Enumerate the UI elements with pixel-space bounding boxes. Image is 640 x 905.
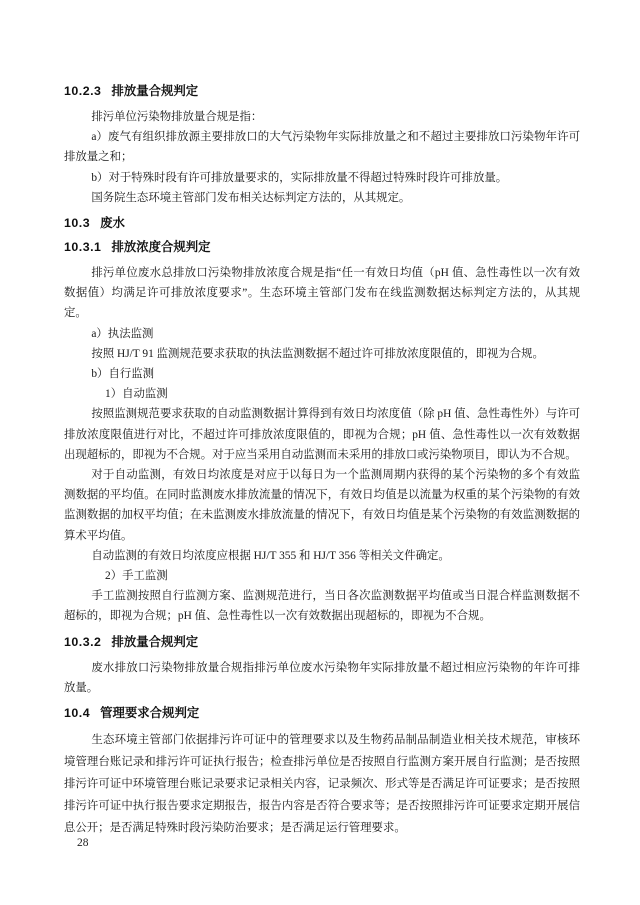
paragraph: 废水排放口污染物排放量合规指排污单位废水污染物年实际排放量不超过相应污染物的年许可排放量。 <box>64 661 580 694</box>
section-heading-10-3 <box>64 215 580 232</box>
paragraph: 按照监测规范要求获取的自动监测数据计算得到有效日均浓度值（除 pH 值、急性毒性外）与许可排放浓度限值进行对比，不超过许可排放浓度限值的，即视为合规；pH 值、急性毒性以一次有效数据出现超标的，即视为不合规。对于应当采用自动监测而未采用的排放口或污染物项目，即认为不合规。 <box>64 408 580 461</box>
paragraph: 按照 HJ/T 91 监测规范要求获取的执法监测数据不超过许可排放浓度限值的，即视为合规。 <box>91 347 544 360</box>
section-heading-10-2-3 <box>64 83 580 100</box>
page-number: 28 <box>77 837 89 849</box>
paragraph: 自动监测的有效日均浓度应根据 HJ/T 355 和 HJ/T 356 等相关文件确定。 <box>91 549 450 562</box>
section-title: 排放量合规判定 <box>111 84 199 98</box>
section-number: 10.3.1 <box>64 240 102 255</box>
section-title: 管理要求合规判定 <box>100 706 200 721</box>
paragraph: b）自行监测 <box>91 368 155 381</box>
paragraph: 手工监测按照自行监测方案、监测规范进行，当日各次监测数据平均值或当日混合样监测数据不超标的，即视为合规；pH 值、急性毒性以一次有效数据出现超标的，即视为不合规。 <box>64 590 580 623</box>
section-title: 排放量合规判定 <box>111 634 199 649</box>
paragraph: 排污单位废水总排放口污染物排放浓度合规是指“任一有效日均值（pH 值、急性毒性以一次有效数据值）均满足许可排放浓度要求”。生态环境主管部门发布在线监测数据达标判定方法的，从其规定。 <box>64 267 580 320</box>
paragraph: 国务院生态环境主管部门发布相关达标判定方法的，从其规定。 <box>91 191 411 204</box>
section-number: 10.2.3 <box>64 84 102 98</box>
section-number: 10.3 <box>64 216 91 231</box>
paragraph: b）对于特殊时段有许可排放量要求的，实际排放量不得超过特殊时段许可排放量。 <box>91 171 508 184</box>
paragraph: 对于自动监测，有效日均浓度是对应于以每日为一个监测周期内获得的某个污染物的多个有效监测数据的平均值。在同时监测废水排放流量的情况下，有效日均值是以流量为权重的某个污染物的有效监测数据的加权平均值；在未监测废水排放流量的情况下，有效日均值是某个污染物的有效监测数据的算术平均值。 <box>64 469 580 542</box>
section-heading-10-4 <box>64 705 580 722</box>
section-heading-10-3-2 <box>64 634 580 651</box>
page-content <box>64 83 580 839</box>
paragraph: 排污单位污染物排放量合规是指： <box>91 111 263 123</box>
section-number: 10.4 <box>64 706 91 721</box>
section-number: 10.3.2 <box>64 634 102 649</box>
paragraph: a）执法监测 <box>91 327 154 340</box>
section-title: 废水 <box>100 216 125 231</box>
section-title: 排放浓度合规判定 <box>111 240 211 255</box>
paragraph: a）废气有组织排放源主要排放口的大气污染物年实际排放量之和不超过主要排放口污染物年许可排放量之和； <box>64 131 580 164</box>
paragraph: 生态环境主管部门依据排污许可证中的管理要求以及生物药品制品制造业相关技术规范，审核环境管理台账记录和排污许可证执行报告；检查排污单位是否按照自行监测方案开展自行监测；是否按照排污许可证中环境管理台账记录要求记录相关内容，记录频次、形式等是否满足许可证要求；是否按照排污许可证中执行报告要求定期报告，报告内容是否符合要求等；是否按照排污许可证要求定期开展信息公开；是否满足特殊时段污染防治要求；是否满足运行管理要求。 <box>64 734 580 835</box>
section-heading-10-3-1 <box>64 239 580 256</box>
paragraph: 1）自动监测 <box>105 388 168 401</box>
paragraph: 2）手工监测 <box>105 570 168 583</box>
